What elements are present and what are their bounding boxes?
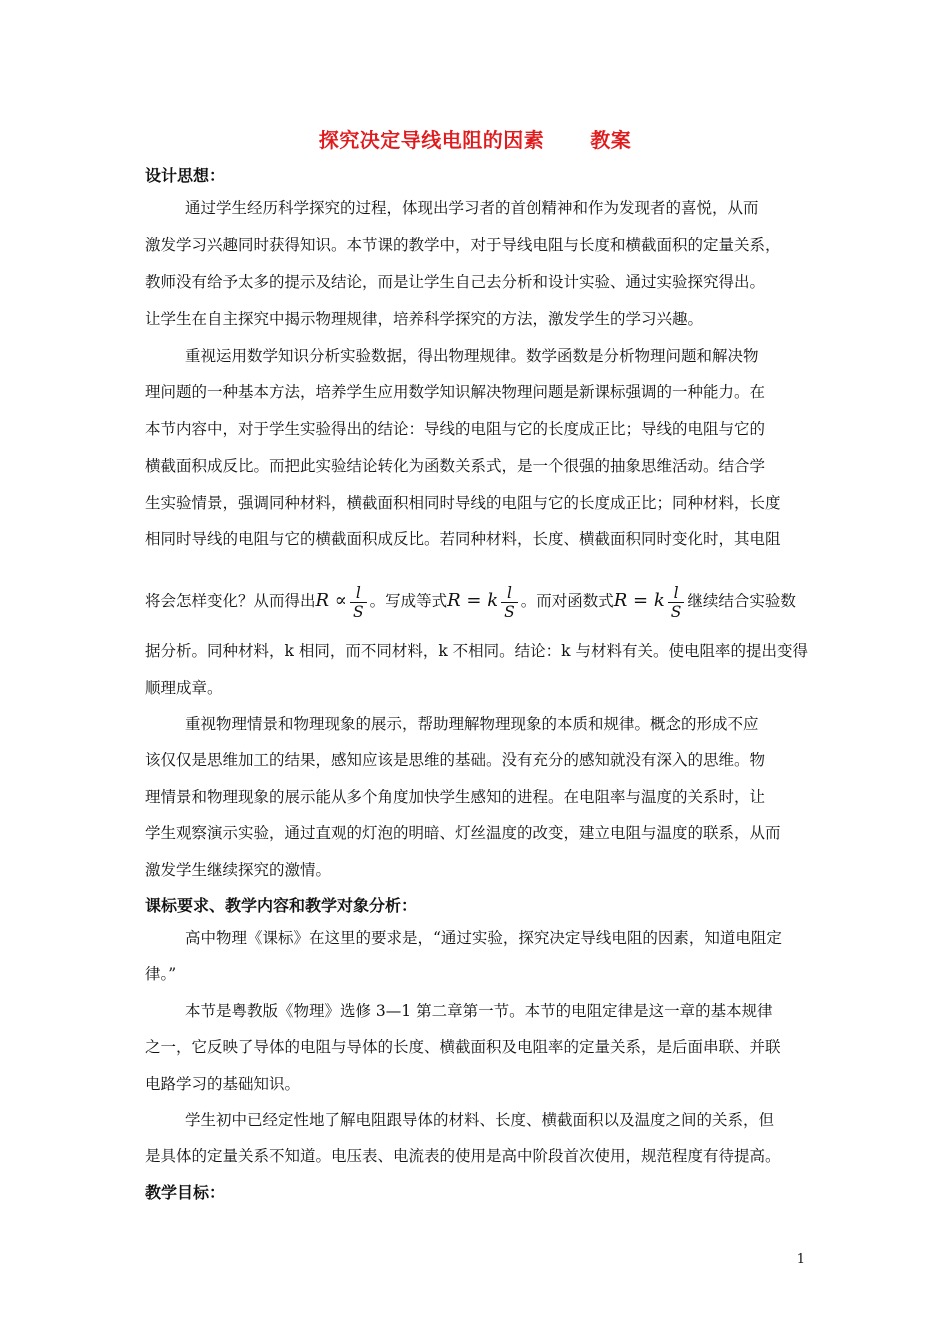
paragraph-line: 重视物理情景和物理现象的展示，帮助理解物理现象的本质和规律。概念的形成不应 xyxy=(185,715,759,733)
formula-equality-lhs: R = k xyxy=(447,590,499,611)
paragraph-line: 学生观察演示实验，通过直观的灯泡的明暗、灯丝温度的改变，建立电阻与温度的联系，从而 xyxy=(145,824,781,842)
fraction-numerator: l xyxy=(501,584,518,603)
fraction-numerator: l xyxy=(350,584,367,603)
formula-function-lhs: R = k xyxy=(613,590,665,611)
fraction-denominator: S xyxy=(670,602,682,621)
fraction-l-over-s xyxy=(668,584,685,621)
paragraph-line: 横截面积成反比。而把此实验结论转化为函数关系式，是一个很强的抽象思维活动。结合学 xyxy=(145,457,766,475)
paragraph-line: 顺理成章。 xyxy=(145,679,223,697)
paragraph-line: 据分析。同种材料，k 相同，而不同材料，k 不相同。结论：k 与材料有关。使电阻率的提出变得 xyxy=(145,642,808,660)
heading-curriculum-analysis: 课标要求、教学内容和教学对象分析： xyxy=(145,896,418,915)
paragraph-line: 相同时导线的电阻与它的横截面积成反比。若同种材料，长度、横截面积同时变化时，其电阻 xyxy=(145,530,781,548)
heading-design-idea: 设计思想： xyxy=(145,166,226,185)
paragraph-line: 生实验情景，强调同种材料，横截面积相同时导线的电阻与它的长度成正比；同种材料，长度 xyxy=(145,494,781,512)
paragraph-line: 本节内容中，对于学生实验得出的结论：导线的电阻与它的长度成正比；导线的电阻与它的 xyxy=(145,420,766,438)
paragraph-line: 该仅仅是思维加工的结果，感知应该是思维的基础。没有充分的感知就没有深入的思维。物 xyxy=(145,751,766,769)
paragraph-line: 让学生在自主探究中揭示物理规律，培养科学探究的方法，激发学生的学习兴趣。 xyxy=(145,310,704,328)
formula-text-4: 继续结合实验数 xyxy=(687,592,796,610)
paragraph-line: 是具体的定量关系不知道。电压表、电流表的使用是高中阶段首次使用，规范程度有待提高。 xyxy=(145,1147,781,1165)
title-main: 探究决定导线电阻的因素 xyxy=(318,128,545,152)
paragraph-line: 重视运用数学知识分析实验数据，得出物理规律。数学函数是分析物理问题和解决物 xyxy=(185,347,759,365)
fraction-l-over-s xyxy=(501,584,518,621)
paragraph-line: 教师没有给予太多的提示及结论，而是让学生自己去分析和设计实验、通过实验探究得出。 xyxy=(145,273,766,291)
formula-proportional-lhs: R ∝ xyxy=(315,590,347,611)
paragraph-line: 电路学习的基础知识。 xyxy=(145,1075,301,1093)
document-title xyxy=(0,124,950,153)
paragraph-line: 之一，它反映了导体的电阻与导体的长度、横截面积及电阻率的定量关系，是后面串联、并联 xyxy=(145,1038,781,1056)
formula-text-2: 。写成等式 xyxy=(369,592,448,610)
paragraph-line: 理情景和物理现象的展示能从多个角度加快学生感知的进程。在电阻率与温度的关系时，让 xyxy=(145,788,766,806)
fraction-l-over-s xyxy=(350,584,367,621)
fraction-denominator: S xyxy=(352,602,364,621)
paragraph-line: 激发学习兴趣同时获得知识。本节课的教学中，对于导线电阻与长度和横截面积的定量关系， xyxy=(145,236,781,254)
fraction-numerator: l xyxy=(668,584,685,603)
formula-line xyxy=(145,581,810,621)
paragraph-line: 学生初中已经定性地了解电阻跟导体的材料、长度、横截面积以及温度之间的关系，但 xyxy=(185,1111,775,1129)
paragraph-line: 本节是粤教版《物理》选修 3—1 第二章第一节。本节的电阻定律是这一章的基本规律 xyxy=(185,1002,773,1020)
paragraph-line: 高中物理《课标》在这里的要求是，“通过实验，探究决定导线电阻的因素，知道电阻定 xyxy=(185,929,782,947)
page-number: 1 xyxy=(796,1252,805,1267)
heading-teaching-goals: 教学目标： xyxy=(145,1183,226,1202)
paragraph-line: 理问题的一种基本方法，培养学生应用数学知识解决物理问题是新课标强调的一种能力。在 xyxy=(145,383,766,401)
fraction-denominator: S xyxy=(504,602,515,621)
title-suffix: 教案 xyxy=(590,128,632,152)
paragraph-line: 激发学生继续探究的激情。 xyxy=(145,861,332,879)
formula-text-3: 。而对函数式 xyxy=(520,592,614,610)
paragraph-line: 律。” xyxy=(145,965,177,983)
formula-text-1: 将会怎样变化？从而得出 xyxy=(145,592,316,610)
paragraph-line: 通过学生经历科学探究的过程，体现出学习者的首创精神和作为发现者的喜悦，从而 xyxy=(185,199,759,217)
